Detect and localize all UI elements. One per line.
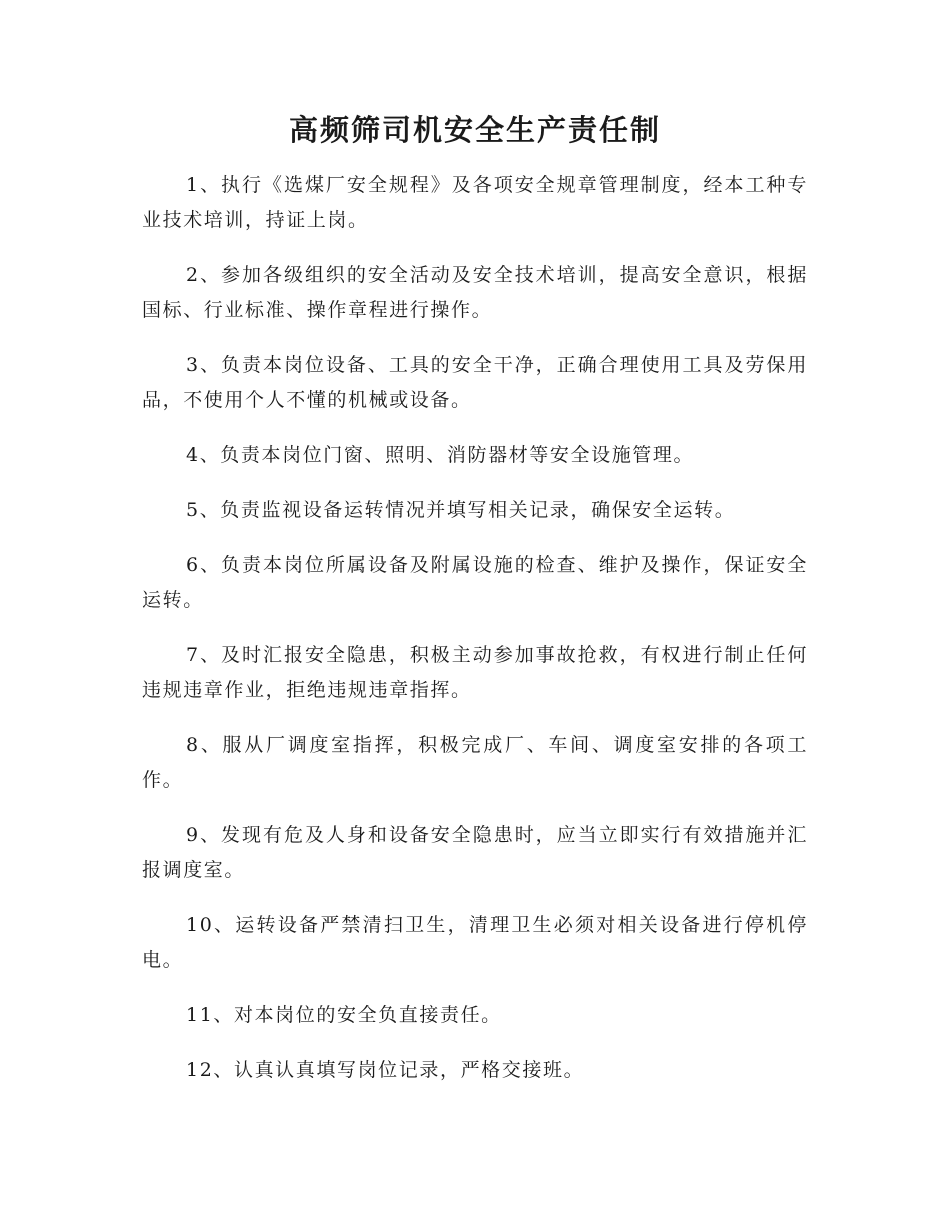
clause-7: 7、及时汇报安全隐患，积极主动参加事故抢救，有权进行制止任何违规违章作业，拒绝违规违章指挥。 <box>142 644 808 701</box>
clause-6: 6、负责本岗位所属设备及附属设施的检查、维护及操作，保证安全运转。 <box>142 554 808 611</box>
clause-10: 10、运转设备严禁清扫卫生，清理卫生必须对相关设备进行停机停电。 <box>142 914 808 971</box>
clause-11: 11、对本岗位的安全负直接责任。 <box>186 1004 502 1026</box>
document-title: 高频筛司机安全生产责任制 <box>288 113 661 147</box>
clause-2: 2、参加各级组织的安全活动及安全技术培训，提高安全意识，根据国标、行业标准、操作章程进行操作。 <box>142 264 808 321</box>
clause-12: 12、认真认真填写岗位记录，严格交接班。 <box>186 1059 585 1081</box>
clause-3: 3、负责本岗位设备、工具的安全干净，正确合理使用工具及劳保用品，不使用个人不懂的机械或设备。 <box>142 354 808 411</box>
clause-4: 4、负责本岗位门窗、照明、消防器材等安全设施管理。 <box>186 444 695 466</box>
clause-5: 5、负责监视设备运转情况并填写相关记录，确保安全运转。 <box>186 499 736 521</box>
clause-9: 9、发现有危及人身和设备安全隐患时，应当立即实行有效措施并汇报调度室。 <box>142 824 808 881</box>
clause-1: 1、执行《选煤厂安全规程》及各项安全规章管理制度，经本工种专业技术培训，持证上岗。 <box>142 174 808 231</box>
clause-8: 8、服从厂调度室指挥，积极完成厂、车间、调度室安排的各项工作。 <box>142 734 808 791</box>
clause-list <box>142 168 808 1088</box>
